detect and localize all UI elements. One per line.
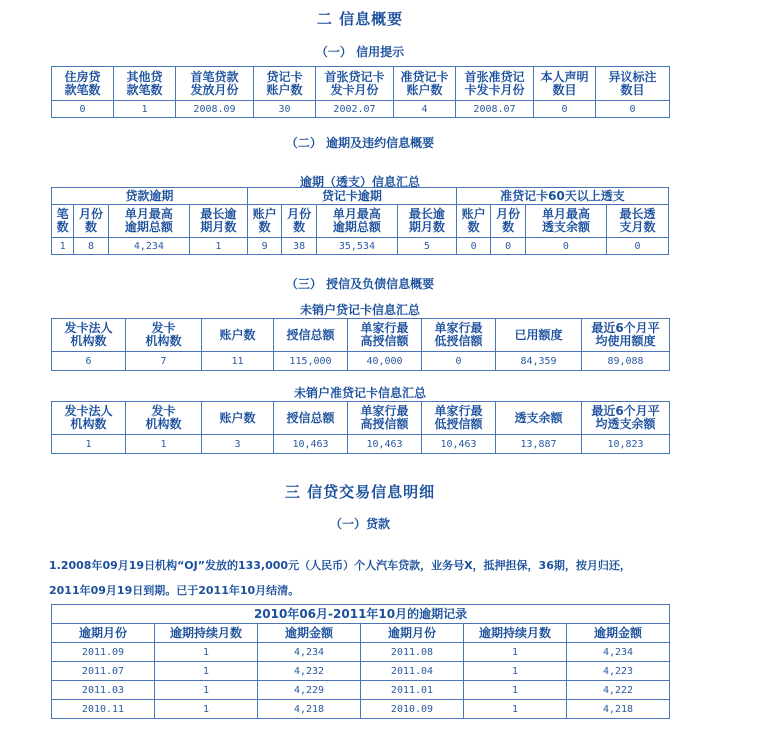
overdue-header-text: 最长逾 xyxy=(408,207,445,221)
card-header-3 xyxy=(274,319,348,352)
overdue-value-2: 4,234 xyxy=(108,238,189,255)
card-summary-table xyxy=(51,318,670,371)
credit-hint-value-6: 2008.07 xyxy=(456,101,534,118)
card-value-6: 84,359 xyxy=(496,352,582,371)
overdue-header-6 xyxy=(316,205,397,238)
overdue-record-cell: 4,222 xyxy=(567,681,670,700)
card-header-2 xyxy=(202,319,274,352)
overdue-value-11: 0 xyxy=(607,238,669,255)
credit-hint-header-0 xyxy=(52,67,114,101)
overdue-record-header-3: 逾期月份 xyxy=(361,624,464,643)
overdue-header-1 xyxy=(74,205,109,238)
card-value-row xyxy=(52,352,670,371)
overdue-summary-caption: 逾期（透支）信息汇总 xyxy=(299,175,420,189)
credit-hint-header-text: 住房贷 xyxy=(64,69,101,84)
semi-card-header-4 xyxy=(348,402,422,435)
loan-description-line2: 2011年09月19日到期。已于2011年10月结清。 xyxy=(49,584,300,597)
overdue-header-row xyxy=(52,205,669,238)
credit-hint-value-7: 0 xyxy=(534,101,596,118)
semi-card-header-6 xyxy=(496,402,582,435)
credit-hint-header-7 xyxy=(534,67,596,101)
card-value-5: 0 xyxy=(422,352,496,371)
overdue-record-header-5: 逾期金额 xyxy=(567,624,670,643)
overdue-value-1: 8 xyxy=(74,238,109,255)
card-value-3: 115,000 xyxy=(274,352,348,371)
overdue-header-text: 最长逾 xyxy=(200,207,237,221)
semi-card-value-6: 13,887 xyxy=(496,435,582,454)
card-header-text: 机构数 xyxy=(145,334,182,348)
credit-hint-header-text: 款笔数 xyxy=(126,82,163,97)
overdue-value-5: 38 xyxy=(282,238,317,255)
card-header-row xyxy=(52,319,670,352)
overdue-header-5 xyxy=(282,205,317,238)
card-summary-caption: 未销户贷记卡信息汇总 xyxy=(299,303,420,317)
card-header-4 xyxy=(348,319,422,352)
overdue-header-9 xyxy=(491,205,526,238)
credit-hint-header-3 xyxy=(254,67,316,101)
semi-card-header-text: 机构数 xyxy=(145,417,182,431)
overdue-record-caption-row xyxy=(52,605,670,624)
card-header-text: 账户数 xyxy=(219,327,256,342)
overdue-record-header-2: 逾期金额 xyxy=(258,624,361,643)
overdue-value-6: 35,534 xyxy=(316,238,397,255)
credit-hint-header-text: 首张准贷记 xyxy=(464,69,525,84)
card-header-text: 低授信额 xyxy=(434,334,483,348)
overdue-value-0: 1 xyxy=(52,238,74,255)
overdue-header-text: 数 xyxy=(293,220,306,234)
semi-card-header-text: 透支余额 xyxy=(514,410,563,425)
semi-card-header-2 xyxy=(202,402,274,435)
card-header-text: 发卡 xyxy=(151,321,176,335)
overdue-record-cell: 1 xyxy=(464,643,567,662)
overdue-record-header-row xyxy=(52,624,670,643)
overdue-record-header-0: 逾期月份 xyxy=(52,624,155,643)
credit-hint-header-text: 数目 xyxy=(552,82,577,97)
semi-card-value-0: 1 xyxy=(52,435,126,454)
overdue-record-table xyxy=(51,604,670,719)
overdue-table xyxy=(51,187,669,255)
card-header-7 xyxy=(582,319,670,352)
semi-card-header-text: 发卡 xyxy=(151,404,176,418)
overdue-header-text: 月份 xyxy=(496,207,521,221)
table-row xyxy=(52,643,670,662)
credit-hint-header-text: 发放月份 xyxy=(190,82,239,97)
semi-card-header-row xyxy=(52,402,670,435)
card-header-6 xyxy=(496,319,582,352)
semi-card-header-text: 发卡法人 xyxy=(64,404,113,418)
overdue-header-text: 期月数 xyxy=(408,220,445,234)
overdue-value-8: 0 xyxy=(456,238,491,255)
credit-hint-header-text: 贷记卡 xyxy=(266,69,303,84)
section3-title: 三 信贷交易信息明细 xyxy=(284,483,436,501)
overdue-header-text: 账户 xyxy=(252,207,277,221)
overdue-record-cell: 4,234 xyxy=(567,643,670,662)
group-card-overdue: 贷记卡逾期 xyxy=(247,188,456,205)
credit-hint-header-text: 卡发卡月份 xyxy=(464,82,525,97)
overdue-record-header-1: 逾期持续月数 xyxy=(155,624,258,643)
overdue-record-header-4: 逾期持续月数 xyxy=(464,624,567,643)
overdue-record-cell: 4,229 xyxy=(258,681,361,700)
credit-hint-value-2: 2008.09 xyxy=(176,101,254,118)
semi-card-value-2: 3 xyxy=(202,435,274,454)
overdue-value-3: 1 xyxy=(189,238,247,255)
credit-hint-table xyxy=(51,66,670,118)
credit-hint-value-0: 0 xyxy=(52,101,114,118)
credit-hint-header-2 xyxy=(176,67,254,101)
card-value-2: 11 xyxy=(202,352,274,371)
overdue-record-cell: 1 xyxy=(464,662,567,681)
credit-hint-header-row xyxy=(52,67,670,101)
semi-card-summary-table xyxy=(51,401,670,454)
card-value-4: 40,000 xyxy=(348,352,422,371)
card-header-1 xyxy=(126,319,202,352)
credit-hint-value-8: 0 xyxy=(596,101,670,118)
credit-hint-title: （一） 信用提示 xyxy=(315,45,405,59)
overdue-record-cell: 4,218 xyxy=(258,700,361,719)
overdue-header-text: 支月数 xyxy=(619,220,656,234)
overdue-record-cell: 4,232 xyxy=(258,662,361,681)
overdue-record-cell: 1 xyxy=(155,662,258,681)
group-loan-overdue: 贷款逾期 xyxy=(52,188,248,205)
semi-card-value-7: 10,823 xyxy=(582,435,670,454)
credit-hint-value-4: 2002.07 xyxy=(316,101,394,118)
overdue-group-row xyxy=(52,188,669,205)
overdue-record-cell: 1 xyxy=(464,700,567,719)
overdue-record-cell: 4,218 xyxy=(567,700,670,719)
overdue-record-cell: 1 xyxy=(464,681,567,700)
semi-card-value-3: 10,463 xyxy=(274,435,348,454)
table-row xyxy=(52,662,670,681)
credit-hint-header-text: 其他贷 xyxy=(126,69,163,84)
overdue-header-text: 单月最高 xyxy=(541,207,590,221)
semi-card-header-text: 单家行最 xyxy=(434,404,483,418)
semi-card-value-4: 10,463 xyxy=(348,435,422,454)
credit-overview-title: （三） 授信及负债信息概要 xyxy=(285,277,435,291)
overdue-overview-title: （二） 逾期及违约信息概要 xyxy=(285,136,435,150)
overdue-record-cell: 1 xyxy=(155,681,258,700)
overdue-value-9: 0 xyxy=(491,238,526,255)
credit-hint-header-text: 首笔贷款 xyxy=(190,69,239,84)
overdue-record-cell: 2011.08 xyxy=(361,643,464,662)
card-header-0 xyxy=(52,319,126,352)
credit-hint-value-row xyxy=(52,101,670,118)
card-header-text: 均使用额度 xyxy=(595,334,656,348)
overdue-header-text: 单月最高 xyxy=(332,207,381,221)
overdue-record-cell: 1 xyxy=(155,643,258,662)
overdue-value-4: 9 xyxy=(247,238,282,255)
card-header-text: 高授信额 xyxy=(360,334,409,348)
overdue-record-cell: 2011.07 xyxy=(52,662,155,681)
semi-card-header-7 xyxy=(582,402,670,435)
card-header-text: 已用额度 xyxy=(514,327,563,342)
credit-hint-value-1: 1 xyxy=(114,101,176,118)
overdue-header-7 xyxy=(398,205,457,238)
semi-card-header-text: 机构数 xyxy=(70,417,107,431)
semi-card-header-text: 账户数 xyxy=(219,410,256,425)
overdue-record-caption: 2010年06月-2011年10月的逾期记录 xyxy=(52,605,670,624)
overdue-header-0 xyxy=(52,205,74,238)
table-row xyxy=(52,700,670,719)
credit-hint-header-text: 款笔数 xyxy=(64,82,101,97)
credit-hint-header-text: 账户数 xyxy=(406,82,443,97)
credit-hint-header-6 xyxy=(456,67,534,101)
overdue-header-text: 数 xyxy=(85,220,98,234)
overdue-header-11 xyxy=(607,205,669,238)
overdue-header-text: 数 xyxy=(502,220,515,234)
overdue-record-cell: 2010.11 xyxy=(52,700,155,719)
credit-hint-header-8 xyxy=(596,67,670,101)
overdue-header-3 xyxy=(189,205,247,238)
overdue-record-cell: 2011.09 xyxy=(52,643,155,662)
card-value-7: 89,088 xyxy=(582,352,670,371)
card-header-text: 发卡法人 xyxy=(64,321,113,335)
overdue-record-cell: 1 xyxy=(155,700,258,719)
card-value-0: 6 xyxy=(52,352,126,371)
credit-hint-header-1 xyxy=(114,67,176,101)
card-header-text: 最近6个月平 xyxy=(591,321,660,335)
overdue-header-text: 月份 xyxy=(79,207,104,221)
overdue-record-cell: 2011.01 xyxy=(361,681,464,700)
overdue-value-10: 0 xyxy=(525,238,606,255)
overdue-header-text: 透支余额 xyxy=(541,220,590,234)
overdue-header-text: 期月数 xyxy=(200,220,237,234)
overdue-header-text: 数 xyxy=(467,220,480,234)
overdue-value-row xyxy=(52,238,669,255)
card-header-text: 单家行最 xyxy=(360,321,409,335)
semi-card-summary-caption: 未销户准贷记卡信息汇总 xyxy=(293,386,426,400)
overdue-header-10 xyxy=(525,205,606,238)
credit-hint-value-5: 4 xyxy=(394,101,456,118)
credit-hint-header-4 xyxy=(316,67,394,101)
credit-hint-value-3: 30 xyxy=(254,101,316,118)
overdue-header-text: 逾期总额 xyxy=(332,220,381,234)
credit-hint-header-text: 发卡月份 xyxy=(330,82,379,97)
card-header-text: 单家行最 xyxy=(434,321,483,335)
overdue-header-text: 数 xyxy=(258,220,271,234)
overdue-record-cell: 2011.03 xyxy=(52,681,155,700)
semi-card-value-row xyxy=(52,435,670,454)
loans-title: （一）贷款 xyxy=(329,517,390,531)
card-value-1: 7 xyxy=(126,352,202,371)
overdue-record-cell: 4,234 xyxy=(258,643,361,662)
overdue-header-text: 数 xyxy=(56,220,69,234)
semi-card-header-text: 均透支余额 xyxy=(595,417,656,431)
semi-card-header-3 xyxy=(274,402,348,435)
credit-hint-header-text: 异议标注 xyxy=(608,69,657,84)
overdue-record-cell: 4,223 xyxy=(567,662,670,681)
card-header-text: 机构数 xyxy=(70,334,107,348)
overdue-header-text: 笔 xyxy=(56,207,69,221)
table-row xyxy=(52,681,670,700)
semi-card-header-text: 单家行最 xyxy=(360,404,409,418)
semi-card-header-text: 最近6个月平 xyxy=(591,404,660,418)
section2-title: 二 信息概要 xyxy=(316,10,404,28)
semi-card-value-1: 1 xyxy=(126,435,202,454)
credit-hint-header-text: 账户数 xyxy=(266,82,303,97)
card-header-text: 授信总额 xyxy=(286,327,335,342)
overdue-header-text: 月份 xyxy=(287,207,312,221)
semi-card-value-5: 10,463 xyxy=(422,435,496,454)
overdue-record-cell: 2010.09 xyxy=(361,700,464,719)
overdue-header-text: 最长透 xyxy=(619,207,656,221)
card-header-5 xyxy=(422,319,496,352)
semi-card-header-1 xyxy=(126,402,202,435)
semi-card-header-0 xyxy=(52,402,126,435)
semi-card-header-text: 高授信额 xyxy=(360,417,409,431)
overdue-header-8 xyxy=(456,205,491,238)
credit-hint-header-text: 本人声明 xyxy=(540,69,589,84)
semi-card-header-5 xyxy=(422,402,496,435)
overdue-header-text: 单月最高 xyxy=(124,207,173,221)
overdue-header-4 xyxy=(247,205,282,238)
overdue-header-text: 账户 xyxy=(461,207,486,221)
credit-hint-header-5 xyxy=(394,67,456,101)
semi-card-header-text: 授信总额 xyxy=(286,410,335,425)
overdue-value-7: 5 xyxy=(398,238,457,255)
overdue-header-text: 逾期总额 xyxy=(124,220,173,234)
semi-card-header-text: 低授信额 xyxy=(434,417,483,431)
credit-hint-header-text: 数目 xyxy=(620,82,645,97)
group-semi-card-overdraft: 准贷记卡60天以上透支 xyxy=(456,188,668,205)
credit-hint-header-text: 首张贷记卡 xyxy=(324,69,385,84)
overdue-header-2 xyxy=(108,205,189,238)
loan-description-line1: 1.2008年09月19日机构“OJ”发放的133,000元（人民币）个人汽车贷款，业务号X，抵押担保，36期，按月归还， xyxy=(49,559,631,572)
overdue-record-cell: 2011.04 xyxy=(361,662,464,681)
credit-hint-header-text: 准贷记卡 xyxy=(400,69,449,84)
